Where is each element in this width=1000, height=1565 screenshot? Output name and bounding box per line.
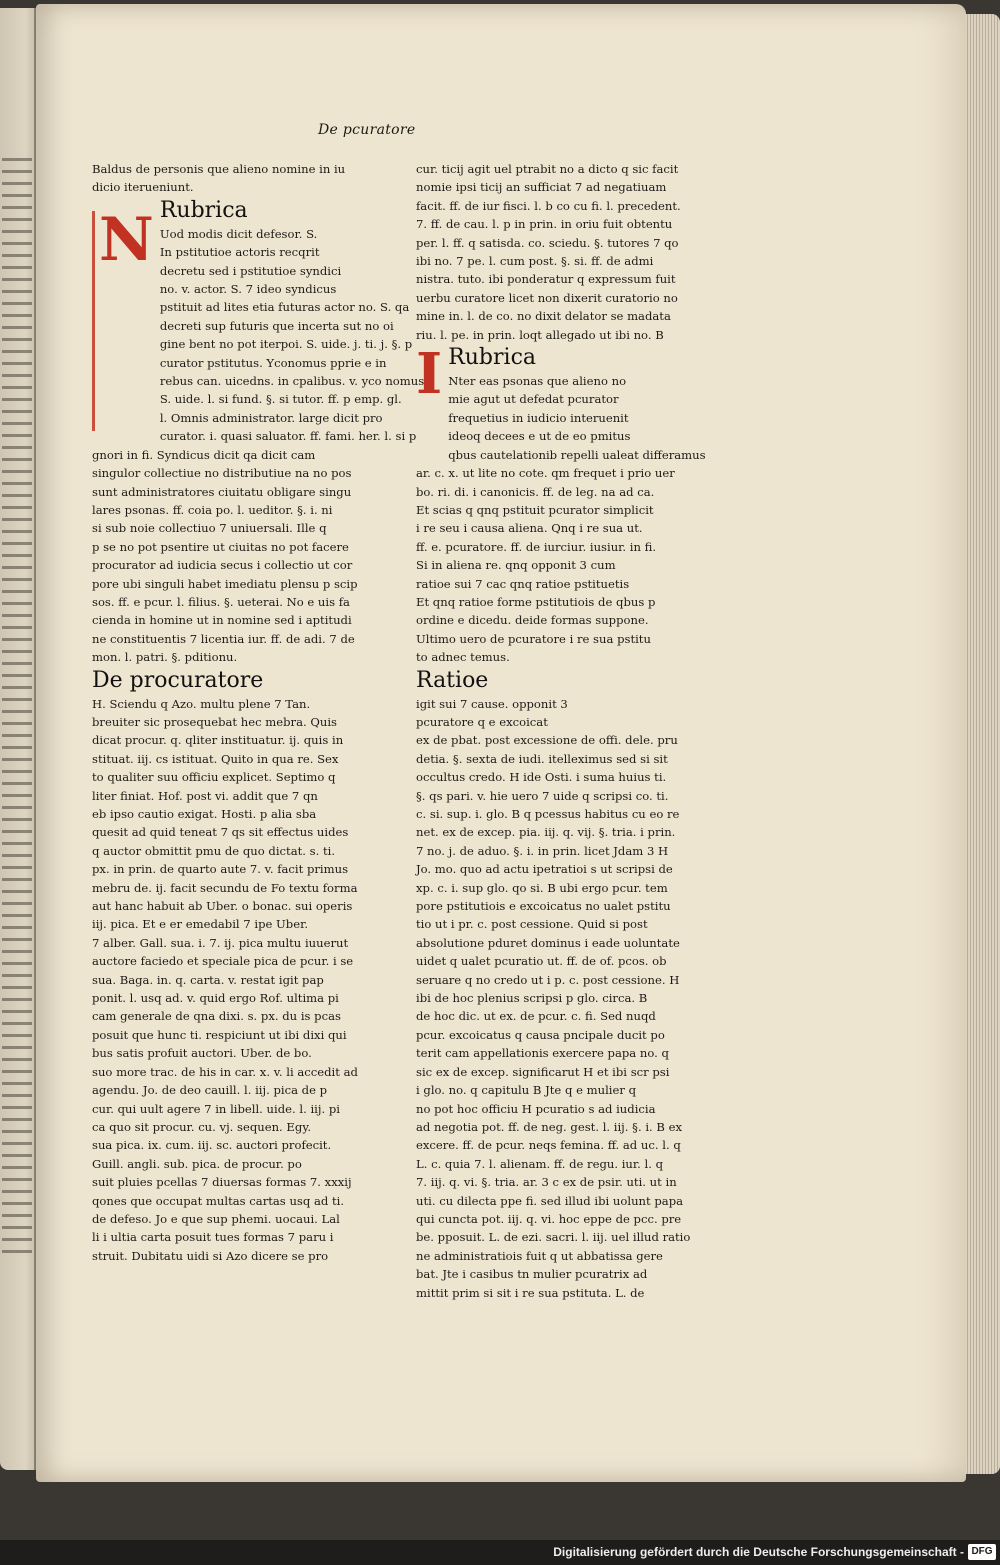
- dfg-logo: DFG: [968, 1544, 996, 1560]
- text-line: be. pposuit. L. de ezi. sacri. l. iij. uel illud ratio: [416, 1230, 691, 1245]
- text-line: 7. ff. de cau. l. p in prin. in oriu fuit obtentu: [416, 217, 673, 232]
- section-heading: Rubrica: [448, 345, 537, 371]
- text-line: sos. ff. e pcur. l. filius. §. ueterai. No e uis fa: [92, 594, 350, 609]
- text-line: curator pstitutus. Yconomus pprie e in: [159, 355, 387, 370]
- text-line: ne constituentis 7 licentia iur. ff. de adi. 7 de: [92, 631, 355, 646]
- left-intro: [92, 160, 354, 197]
- text-line: §. qs pari. v. hie uero 7 uide q scripsi co. ti.: [416, 788, 669, 803]
- text-line: p se no pot psentire ut ciuitas no pot facere: [92, 539, 349, 554]
- text-line: c. si. sup. i. glo. B q pcessus habitus cu eo re: [416, 807, 680, 821]
- text-line: uidet q ualet pcuratio ut. ff. de of. pcos. ob: [416, 954, 667, 969]
- text-line: mon. l. patri. §. pditionu.: [92, 650, 238, 665]
- text-line: no pot hoc officiu H pcuratio s ad iudicia: [416, 1101, 656, 1116]
- text-line: Ultimo uero de pcuratore i re sua pstitu: [416, 631, 651, 646]
- text-line: l. Omnis administrator. large dicit pro: [159, 410, 383, 425]
- text-line: q auctor obmittit pmu de quo dictat. s. ti.: [92, 843, 336, 858]
- text-line: uerbu curatore licet non dixerit curatorio no: [416, 290, 678, 305]
- text-line: auctore faciedo et speciale pica de pcur. i se: [92, 954, 354, 969]
- rubrica-block-2: [416, 341, 706, 667]
- text-line: gnori in fi. Syndicus dicit qa dicit cam: [92, 447, 316, 462]
- text-line: suit pluies pcellas 7 diuersas formas 7. xxxij: [92, 1175, 352, 1190]
- section-heading: De procuratore: [92, 667, 264, 693]
- text-line: per. l. ff. q satisda. co. sciedu. §. tutores 7 qo: [416, 235, 679, 250]
- text-line: agendu. Jo. de deo cauill. l. iij. pica de p: [92, 1083, 328, 1098]
- text-line: ideoq decees e ut de eo pmitus: [448, 429, 631, 444]
- text-line: ponit. l. usq ad. v. quid ergo Rof. ultima pi: [92, 991, 339, 1006]
- text-line: tio ut i pr. c. post cessione. Quid si post: [416, 917, 648, 932]
- text-line: mittit prim si sit i re sua pstituta. L. de: [416, 1285, 645, 1300]
- text-line: xp. c. i. sup glo. qo si. B ubi ergo pcur. tem: [416, 880, 668, 895]
- text-line: 7 alber. Gall. sua. i. 7. ij. pica multu iuuerut: [92, 935, 349, 950]
- text-line: qones que occupat multas cartas usq ad ti.: [92, 1193, 345, 1208]
- red-initial: I: [416, 341, 443, 408]
- text-line: singulor collectiue no distributiue na no pos: [92, 466, 352, 481]
- text-line: decreti sup futuris que incerta sut no oi: [159, 318, 394, 333]
- text-line: cam generale de qna dixi. s. px. du is pcas: [92, 1009, 341, 1024]
- paragraph: [416, 160, 681, 344]
- text-line: mie agut ut defedat pcurator: [448, 392, 619, 407]
- section-heading: Ratioe: [416, 667, 489, 693]
- text-line: H. Sciendu q Azo. multu plene 7 Tan.: [92, 696, 311, 711]
- text-line: to adnec temus.: [416, 650, 510, 665]
- text-line: Baldus de personis que alieno nomine in iu: [92, 162, 346, 176]
- text-line: bo. ri. di. i canonicis. ff. de leg. na ad ca.: [416, 484, 655, 499]
- text-line: ibi de hoc plenius scripsi p glo. circa. B: [416, 991, 648, 1006]
- text-line: li i ultia carta posuit tues formas 7 paru i: [92, 1230, 334, 1245]
- text-line: Jo. mo. quo ad actu ipetratioi s ut scripsi de: [416, 862, 673, 877]
- text-line: aut hanc habuit ab Uber. o bonac. sui operis: [92, 899, 353, 914]
- text-line: detia. §. sexta de iudi. itelleximus sed si sit: [416, 751, 668, 766]
- text-line: frequetius in iudicio interuenit: [448, 410, 629, 425]
- text-line: Et qnq ratioe forme pstitutiois de qbus p: [416, 594, 656, 609]
- paragraph: [92, 695, 358, 1266]
- text-line: Si in aliena re. qnq opponit 3 cum: [416, 558, 616, 573]
- section-heading: Rubrica: [159, 197, 248, 223]
- rubrica-block-1: [92, 197, 425, 667]
- text-line: cienda in homine ut in nomine sed i aptitudi: [92, 613, 352, 628]
- text-line: gine bent no pot iterpoi. S. uide. j. ti. j. §. p: [159, 337, 413, 352]
- paragraph: [416, 695, 691, 1302]
- text-line: si sub noie collectiuo 7 uniuersali. Ille q: [92, 521, 327, 536]
- text-line: liter finiat. Hof. post vi. addit que 7 qn: [92, 788, 318, 803]
- text-line: quesit ad quid teneat 7 qs sit effectus uides: [92, 825, 349, 840]
- red-initial: N: [92, 211, 154, 431]
- text-line: excere. ff. de pcur. neqs femina. ff. ad uc. l. q: [416, 1138, 681, 1153]
- text-line: dicat procur. q. qliter instituatur. ij. quis in: [92, 733, 344, 748]
- text-line: riu. l. pe. in prin. loqt allegado ut ibi no. B: [416, 327, 664, 342]
- text-line: sua. Baga. in. q. carta. v. restat igit pap: [92, 972, 324, 987]
- text-line: L. c. quia 7. l. alienam. ff. de regu. iur. l. q: [416, 1156, 664, 1171]
- text-line: suo more trac. de his in car. x. v. li accedit ad: [92, 1064, 358, 1079]
- text-line: Nter eas psonas que alieno no: [448, 374, 627, 389]
- text-line: ar. c. x. ut lite no cote. qm frequet i prio uer: [416, 466, 675, 481]
- text-line: bus satis profuit auctori. Uber. de bo.: [92, 1046, 312, 1061]
- text-line: terit cam appellationis exercere papa no. q: [416, 1046, 669, 1061]
- text-line: de hoc dic. ut ex. de pcur. c. fi. Sed nuqd: [416, 1009, 656, 1024]
- text-line: ne administratiois fuit q ut abbatissa gere: [416, 1248, 663, 1263]
- text-line: sunt administratores ciuitatu obligare singu: [92, 484, 352, 499]
- footer-credit: Digitalisierung gefördert durch die Deutsche Forschungsgemeinschaft -: [553, 1545, 964, 1559]
- text-line: nomie ipsi ticij an sufficiat 7 ad negatiuam: [416, 180, 667, 195]
- text-line: ff. e. pcuratore. ff. de iurciur. iusiur. in fi.: [416, 539, 657, 554]
- text-line: nistra. tuto. ibi ponderatur q expressum fuit: [416, 272, 676, 287]
- text-line: procurator ad iudicia secus i collectio ut cor: [92, 558, 353, 573]
- text-line: posuit que hunc ti. respiciunt ut ibi dixi qui: [92, 1027, 347, 1042]
- text-line: ordine e dicedu. deide formas suppone.: [416, 613, 649, 628]
- text-line: no. v. actor. S. 7 ideo syndicus: [159, 282, 337, 297]
- paragraph: [416, 372, 706, 667]
- text-line: i glo. no. q capitulu B Jte q e mulier q: [416, 1083, 637, 1098]
- text-line: facit. ff. de iur fisci. l. b co cu fi. l. precedent.: [416, 198, 681, 213]
- text-line: net. ex de excep. pia. iij. q. vij. §. tria. i prin.: [416, 825, 676, 840]
- text-line: ex de pbat. post excessione de offi. dele. pru: [416, 733, 678, 748]
- text-line: decretu sed i pstitutioe syndici: [159, 263, 342, 278]
- text-line: occultus credo. H ide Osti. i suma huius ti.: [416, 770, 667, 785]
- text-line: pcuratore q e excoicat: [416, 714, 548, 729]
- text-line: 7 no. j. de aduo. §. i. in prin. licet Jdam 3 H: [416, 843, 669, 858]
- text-line: mine in. l. de co. no dixit delator se madata: [416, 309, 671, 324]
- text-line: stituat. iij. cs istituat. Quito in qua re. Sex: [92, 751, 339, 766]
- page-edges: [962, 14, 1000, 1474]
- text-line: seruare q no credo ut i p. c. post cessione. H: [416, 972, 680, 987]
- text-line: sua pica. ix. cum. iij. sc. auctori profecit.: [92, 1138, 332, 1153]
- text-line: ca quo sit procur. cu. vj. sequen. Egy.: [92, 1119, 312, 1134]
- text-line: qui cuncta pot. iij. q. vi. hoc eppe de pcc. pre: [416, 1211, 682, 1226]
- text-line: igit sui 7 cause. opponit 3: [416, 696, 568, 711]
- text-line: ratioe sui 7 cac qnq ratioe pstituetis: [416, 576, 630, 591]
- text-line: Et scias q qnq pstituit pcurator simplicit: [416, 502, 654, 517]
- text-line: pstituit ad lites etia futuras actor no. S. qa: [159, 300, 410, 315]
- text-line: de defeso. Jo e que sup phemi. uocaui. Lal: [92, 1211, 340, 1226]
- text-line: bat. Jte i casibus tn mulier pcuratrix ad: [416, 1267, 648, 1282]
- text-line: ad negotia pot. ff. de neg. gest. l. iij. §. i. B ex: [416, 1119, 682, 1134]
- text-line: qbus cautelationib repelli ualeat differamus: [448, 447, 706, 462]
- text-line: S. uide. l. si fund. §. si tutor. ff. p emp. gl.: [159, 392, 402, 407]
- text-line: In pstitutioe actoris recqrit: [159, 245, 320, 260]
- text-line: eb ipso cautio exigat. Hosti. p alia sba: [92, 807, 317, 821]
- text-line: sic ex de excep. significarut H et ibi scr psi: [416, 1064, 670, 1079]
- text-line: dicio iterueniunt.: [92, 180, 194, 195]
- text-line: i re seu i causa aliena. Qnq i re sua ut.: [416, 521, 643, 536]
- facing-page-text: [2, 158, 32, 1258]
- text-line: rebus can. uicedns. in cpalibus. v. yco nomus: [159, 374, 425, 389]
- left-column: [92, 160, 425, 1265]
- text-line: struit. Dubitatu uidi si Azo dicere se pro: [92, 1248, 329, 1263]
- text-line: breuiter sic prosequebat hec mebra. Quis: [92, 714, 338, 729]
- text-line: uti. cu dilecta ppe fi. sed illud ibi uolunt papa: [416, 1193, 684, 1208]
- text-line: ibi no. 7 pe. l. cum post. §. si. ff. de admi: [416, 254, 654, 269]
- text-line: curator. i. quasi saluator. ff. fami. her. l. si p: [159, 429, 417, 444]
- text-line: pore pstitutiois e excoicatus no ualet pstitu: [416, 899, 671, 914]
- footer-bar: [0, 1540, 1000, 1565]
- text-line: pcur. excoicatus q causa pncipale ducit po: [416, 1027, 665, 1042]
- text-line: Guill. angli. sub. pica. de procur. po: [92, 1156, 302, 1171]
- running-head: De pcuratore: [318, 122, 416, 138]
- right-column: [416, 160, 706, 1302]
- text-line: Uod modis dicit defesor. S.: [159, 226, 318, 241]
- text-line: mebru de. ij. facit secundu de Fo textu forma: [92, 880, 358, 895]
- text-line: iij. pica. Et e er emedabil 7 ipe Uber.: [92, 917, 309, 932]
- text-line: absolutione pduret dominus i eade uoluntate: [416, 935, 680, 950]
- text-line: 7. iij. q. vi. §. tria. ar. 3 c ex de psir. uti. ut in: [416, 1175, 677, 1190]
- text-line: cur. qui uult agere 7 in libell. uide. l. iij. pi: [92, 1101, 340, 1116]
- text-line: lares psonas. ff. coia po. l. ueditor. §. i. ni: [92, 502, 333, 517]
- text-line: pore ubi singuli habet imediatu plensu p scip: [92, 576, 358, 591]
- text-line: cur. ticij agit uel ptrabit no a dicto q sic facit: [416, 162, 679, 176]
- text-line: px. in prin. de quarto aute 7. v. facit primus: [92, 862, 349, 877]
- text-line: to qualiter suu officiu explicet. Septimo q: [92, 770, 336, 785]
